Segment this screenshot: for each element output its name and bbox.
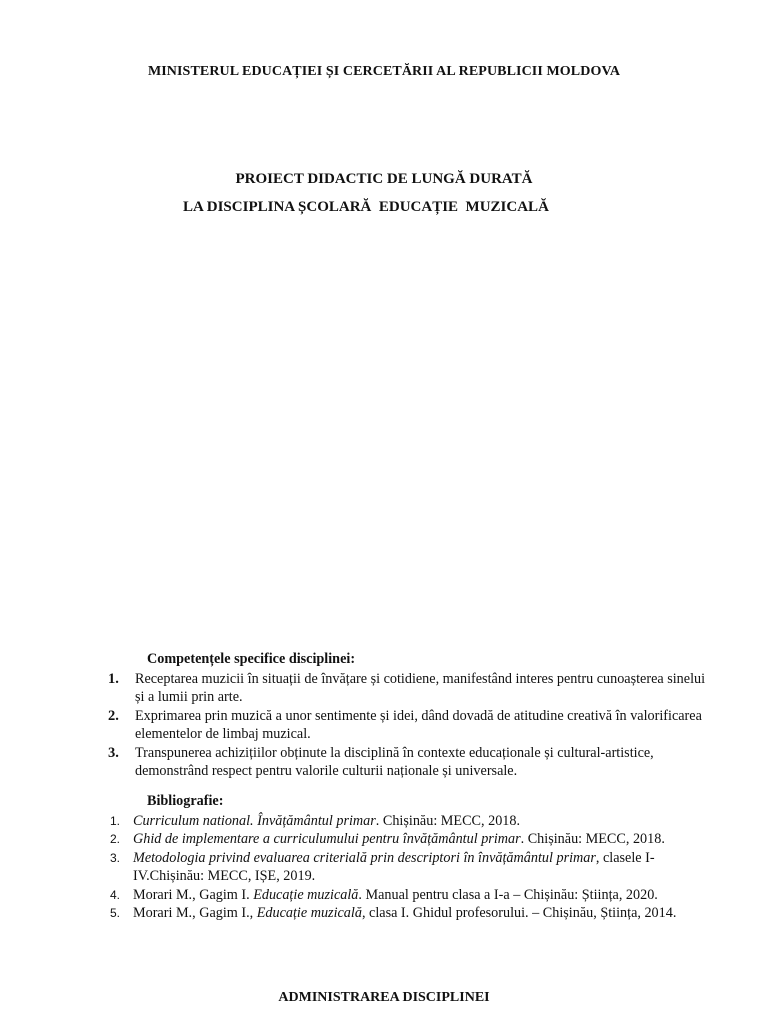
bibliography-number: 5.: [110, 906, 121, 920]
competence-item: [108, 670, 718, 707]
bibliography-item: [108, 812, 718, 831]
bibliography-item: [108, 830, 718, 849]
bibliography-number: 2.: [110, 832, 121, 846]
bibliography-item: [108, 849, 718, 886]
bibliography-title: Educație muzicală: [256, 905, 362, 921]
bibliography-number: 3.: [110, 850, 121, 865]
bibliography-authors: Morari M., Gagim I.,: [133, 905, 257, 921]
bibliography-title: Curriculum national. Învățământul primar: [133, 812, 376, 829]
bibliography-details: . Chișinău: MECC, 2018.: [520, 831, 665, 847]
competence-number: 2.: [108, 707, 119, 724]
administration-heading: ADMINISTRAREA DISCIPLINEI: [278, 990, 490, 1005]
competence-number: 1.: [108, 670, 119, 687]
bibliography-details: , clasa I. Ghidul profesorului. – Chișinău, Știința, 2014.: [361, 905, 677, 921]
competence-text: Receptarea muzicii în situații de învățare și cotidiene, manifestând interes pentru cunoașterea sinelui și a lumii prin arte.: [135, 670, 706, 705]
bibliography-list: [108, 812, 718, 923]
competences-list: [108, 670, 718, 781]
ministry-header: MINISTERUL EDUCAȚIEI ȘI CERCETĂRII AL REPUBLICII MOLDOVA: [147, 64, 621, 79]
bibliography-title: Metodologia privind evaluarea criterială prin descriptori în învățământul primar: [133, 849, 596, 866]
title-line-1: PROIECT DIDACTIC DE LUNGĂ DURATĂ: [235, 171, 533, 187]
title-line-2: LA DISCIPLINA ȘCOLARĂ EDUCAȚIE MUZICALĂ: [183, 199, 549, 215]
bibliography-authors: Morari M., Gagim I.: [133, 886, 254, 903]
bibliography-number: 1.: [110, 813, 121, 828]
bibliography-item: [108, 904, 718, 923]
competence-item: [108, 707, 718, 744]
competence-text: Transpunerea achizițiilor obținute la disciplină în contexte educaționale și cultural-artistice, demonstrând respect pentru valorile culturii naționale și universale.: [135, 744, 654, 779]
bibliography-number: 4.: [110, 887, 121, 902]
competences-section: [108, 650, 718, 781]
bibliography-title: Ghid de implementare a curriculumului pentru învățământul primar: [133, 831, 521, 847]
competence-text: Exprimarea prin muzică a unor sentimente și idei, dând dovadă de atitudine creativă în valorificarea elementelor de limbaj muzical.: [135, 707, 702, 742]
competences-heading: Competențele specifice disciplinei:: [147, 651, 356, 667]
competence-item: [108, 744, 718, 781]
bibliography-details: . Manual pentru clasa a I-a – Chișinău: Știința, 2020.: [358, 886, 658, 903]
bibliography-title: Educație muzicală: [253, 886, 359, 903]
project-title: [0, 165, 768, 221]
bibliography-details: . Chișinău: MECC, 2018.: [375, 812, 521, 829]
bibliography-section: [108, 792, 718, 923]
competence-number: 3.: [108, 744, 119, 761]
bibliography-details: , clasele I-IV.Chișinău: MECC, IȘE, 2019.: [133, 849, 655, 884]
bibliography-heading: Bibliografie:: [147, 793, 224, 809]
bibliography-item: [108, 886, 718, 905]
